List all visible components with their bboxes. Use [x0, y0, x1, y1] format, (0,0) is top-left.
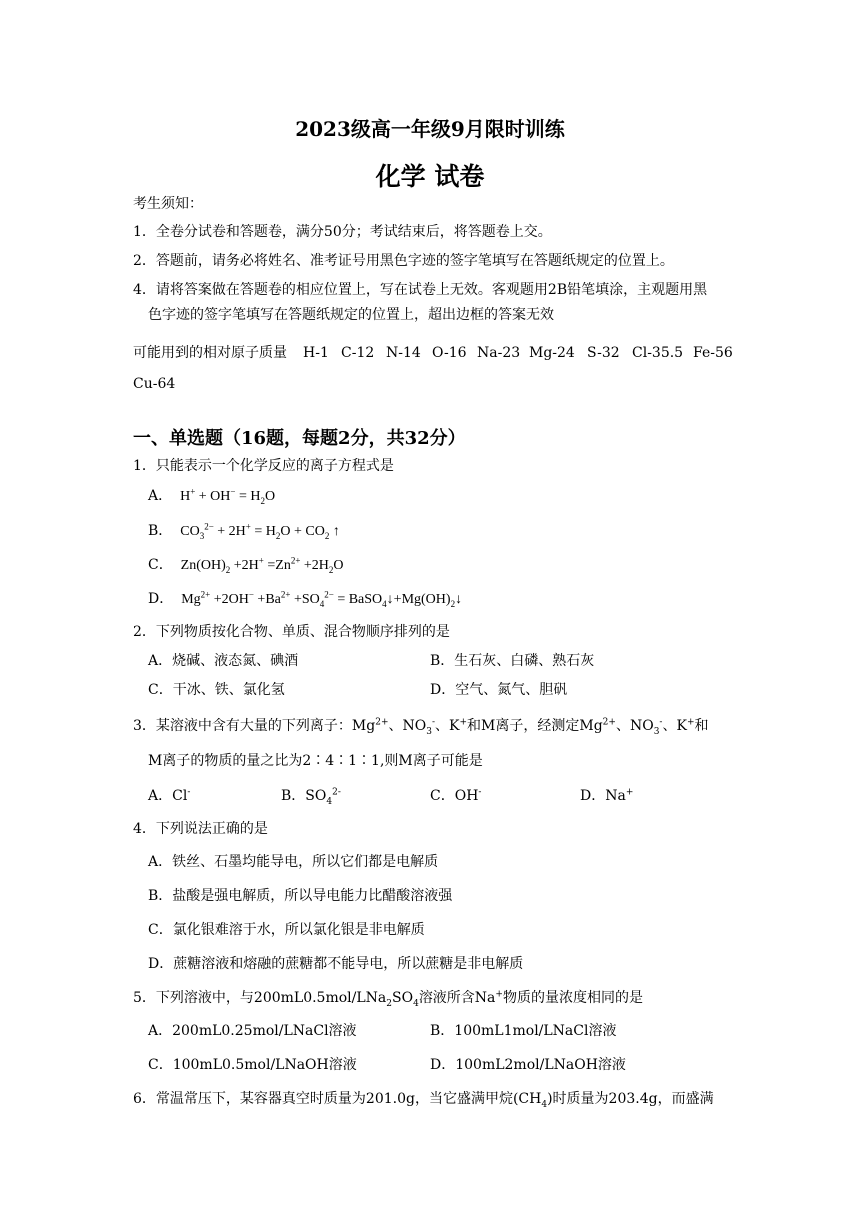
q2-option-a: A．烧碱、液态氮、碘酒 [148, 653, 299, 669]
notice-item-3: 4．请将答案做在答题卷的相应位置上，写在试卷上无效。客观题用2B铅笔填涂，主观题用黑 [133, 282, 708, 298]
q4-option-d: D．蔗糖溶液和熔融的蔗糖都不能导电，所以蔗糖是非电解质 [148, 956, 524, 972]
q1-option-d: D． $Mg^{2+} +2OH^- +Ba^{2+} +SO_4^{2-}$ = $BaSO_4↓+Mg(OH)_2↓$ [148, 589, 463, 609]
notice-item-1: 1．全卷分试卷和答题卷，满分50分；考试结束后，将答题卷上交。 [133, 224, 552, 240]
question-1-stem: 1．只能表示一个化学反应的离子方程式是 [133, 458, 394, 474]
q4-option-c: C．氯化银难溶于水，所以氯化银是非电解质 [148, 922, 425, 938]
option-label: D． [148, 591, 174, 607]
atomic-mass-na: Na-23 [477, 345, 521, 361]
atomic-mass-o: O-16 [432, 345, 467, 361]
notice-item-2: 2．答题前，请务必将姓名、准考证号用黑色字迹的签字笔填写在答题纸规定的位置上。 [133, 253, 674, 269]
q5-option-a: A．200mL0.25mol/LNaCl溶液 [148, 1023, 357, 1039]
question-4-stem: 4．下列说法正确的是 [133, 821, 268, 837]
exam-title: 2023级高一年级9月限时训练 [295, 117, 565, 141]
section-heading: 一、单选题（16题，每题2分，共32分） [133, 428, 466, 449]
q2-option-d: D．空气、氮气、胆矾 [430, 682, 568, 698]
option-label: A． [148, 488, 173, 504]
notice-heading: 考生须知： [133, 196, 203, 212]
q4-option-b: B．盐酸是强电解质，所以导电能力比醋酸溶液强 [148, 888, 453, 904]
question-3-stem-line2: M离子的物质的量之比为2∶4∶1∶1,则M离子可能是 [148, 753, 483, 769]
question-3-stem-line1: 3．某溶液中含有大量的下列离子：$Mg^{2+}$、$NO_3^-$、K+和M离子，经测定$Mg^{2+}$、$NO_3^-$、K+和 [133, 717, 709, 737]
atomic-mass-c: C-12 [341, 345, 375, 361]
q1-option-c: C． $Zn(OH)_2 +2H^+ =Zn^{2+} +2H_2O$ [148, 555, 344, 575]
q5-option-c: C．100mL0.5mol/LNaOH溶液 [148, 1057, 357, 1073]
question-2-stem: 2．下列物质按化合物、单质、混合物顺序排列的是 [133, 624, 450, 640]
q5-option-d: D．100mL2mol/LNaOH溶液 [430, 1057, 626, 1073]
atomic-mass-mg: Mg-24 [529, 345, 575, 361]
notice-item-3-cont: 色字迹的签字笔填写在答题纸规定的位置上，超出边框的答案无效 [148, 307, 554, 323]
atomic-mass-n: N-14 [386, 345, 421, 361]
atomic-mass-cl: Cl-35.5 [632, 345, 684, 361]
question-5-stem: 5．下列溶液中，与$200mL0.5mol/LNa_2SO_4$溶液所含Na+物质的量浓度相同的是 [133, 989, 643, 1009]
atomic-mass-cu: Cu-64 [133, 376, 176, 392]
q3-option-b: B．$SO_4^{2-}$ [281, 787, 341, 807]
q3-option-c: C．OH- [430, 787, 482, 804]
question-6-stem: 6．常温常压下，某容器真空时质量为201.0g，当它盛满甲烷$(CH_4)$时质量为203.4g，而盛满 [133, 1091, 714, 1110]
q3-option-a: A．Cl- [148, 787, 191, 804]
atomic-mass-fe: Fe-56 [693, 345, 733, 361]
atomic-mass-label: 可能用到的相对原子质量 [133, 345, 287, 361]
atomic-mass-s: S-32 [587, 345, 620, 361]
exam-subtitle: 化学 试卷 [375, 162, 485, 191]
q1-option-b: B． $CO_3^{2-} + 2H^+ = H_2O + CO_2$ ↑ [148, 521, 340, 541]
q2-option-c: C．干冰、铁、氯化氢 [148, 682, 285, 698]
option-label: B． [148, 523, 173, 539]
q2-option-b: B．生石灰、白磷、熟石灰 [430, 653, 595, 669]
q5-option-b: B．100mL1mol/LNaCl溶液 [430, 1023, 617, 1039]
option-label: C． [148, 557, 173, 573]
q3-option-d: D．Na+ [580, 787, 634, 804]
atomic-mass-h: H-1 [303, 345, 329, 361]
q4-option-a: A．铁丝、石墨均能导电，所以它们都是电解质 [148, 854, 439, 870]
q1-option-a: A． $H^+ + OH^- = H_2O$ [148, 486, 276, 506]
